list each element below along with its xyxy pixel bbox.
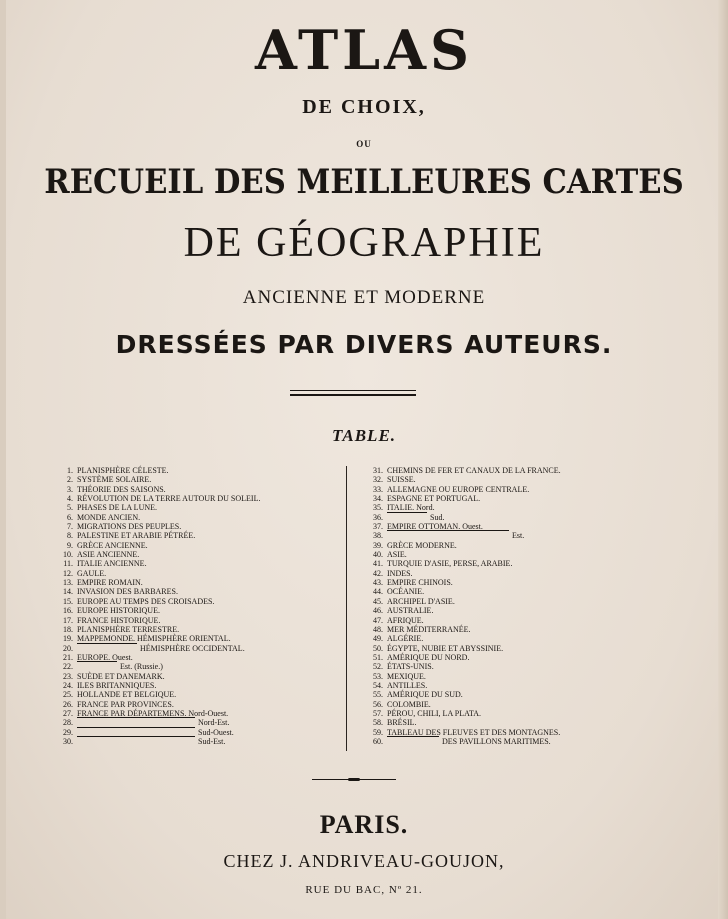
table-entry (358, 513, 618, 522)
table-entry (358, 709, 618, 718)
entry-title: Sud-Est. (198, 736, 226, 746)
table-entry (48, 662, 338, 671)
entry-title: EMPIRE OTTOMAN. Ouest. (387, 522, 483, 532)
entry-number: 27. (63, 708, 73, 718)
table-entry (48, 541, 338, 550)
table-entry (48, 625, 338, 634)
table-entry (358, 653, 618, 662)
entry-title: SYSTÈME SOLAIRE. (77, 475, 152, 485)
entry-number: 37. (373, 522, 383, 532)
ornamental-rule-top (290, 390, 416, 396)
imprint-publisher: CHEZ J. ANDRIVEAU-GOUJON, (223, 851, 505, 871)
entry-number: 5. (67, 503, 73, 513)
entry-number: 10. (63, 550, 73, 560)
entry-title: THÉORIE DES SAISONS. (77, 484, 166, 494)
ditto-dash (387, 736, 439, 745)
table-entry (48, 587, 338, 596)
entry-number: 48. (373, 624, 383, 634)
entry-number: 51. (373, 652, 383, 662)
table-entry (48, 550, 338, 559)
ditto-dash (77, 727, 195, 736)
entry-number: 35. (373, 503, 383, 513)
table-heading: TABLE. (331, 426, 397, 445)
entry-title: EMPIRE CHINOIS. (387, 578, 453, 588)
entry-number: 24. (63, 680, 73, 690)
entry-title: FRANCE HISTORIQUE. (77, 615, 161, 625)
entry-number: 15. (63, 596, 73, 606)
entry-title: PHASES DE LA LUNE. (77, 503, 158, 513)
imprint-address: RUE DU BAC, Nº 21. (305, 884, 423, 896)
table-entry (358, 718, 618, 727)
entry-title: ILES BRITANNIQUES. (77, 680, 157, 690)
entry-number: 45. (373, 596, 383, 606)
table-entry (48, 494, 338, 503)
table-entry (358, 466, 618, 475)
table-entry (358, 550, 618, 559)
entry-number: 21. (63, 652, 73, 662)
entry-title: Sud. (430, 512, 445, 522)
table-entry (358, 531, 618, 540)
entry-title: DES PAVILLONS MARITIMES. (442, 736, 551, 746)
entry-title: BRÉSIL. (387, 718, 417, 728)
entry-title: Nord-Est. (198, 718, 230, 728)
entry-number: 9. (67, 540, 73, 550)
entry-number: 41. (373, 559, 383, 569)
entry-title: FRANCE PAR DÉPARTEMENS. Nord-Ouest. (77, 708, 229, 718)
table-entry (358, 625, 618, 634)
table-entry (48, 559, 338, 568)
title-atlas: ATLAS (255, 18, 473, 82)
table-entry (48, 475, 338, 484)
entry-number: 30. (63, 736, 73, 746)
ditto-dash (387, 530, 509, 539)
table-entry (358, 634, 618, 643)
entry-number: 33. (373, 484, 383, 494)
table-entry (358, 541, 618, 550)
entry-number: 40. (373, 550, 383, 560)
table-entry (358, 672, 618, 681)
entry-title: PALESTINE ET ARABIE PÉTRÉE. (77, 531, 196, 541)
entry-title: EUROPE. Ouest. (77, 652, 133, 662)
entry-title: ITALIE. Nord. (387, 503, 435, 513)
entry-number: 42. (373, 568, 383, 578)
entry-number: 3. (67, 484, 73, 494)
entry-number: 50. (373, 643, 383, 653)
entry-number: 36. (373, 512, 383, 522)
table-entry (358, 681, 618, 690)
table-entry (358, 700, 618, 709)
title-recueil: RECUEIL DES MEILLEURES CARTES (44, 162, 684, 202)
entry-number: 14. (63, 587, 73, 597)
imprint-city: PARIS. (319, 810, 409, 839)
entry-title: AMÉRIQUE DU SUD. (387, 690, 463, 700)
entry-title: PLANISPHÈRE CÉLESTE. (77, 466, 169, 475)
entry-number: 12. (63, 568, 73, 578)
entry-title: ASIE ANCIENNE. (77, 550, 140, 560)
table-entry (48, 522, 338, 531)
table-column-right (358, 466, 618, 746)
table-entry (48, 513, 338, 522)
entry-number: 34. (373, 494, 383, 504)
table-entry (48, 606, 338, 615)
entry-number: 22. (63, 662, 73, 672)
entry-title: RÉVOLUTION DE LA TERRE AUTOUR DU SOLEIL. (77, 494, 261, 504)
entry-title: MONDE ANCIEN. (77, 512, 141, 522)
page-edge-right (718, 0, 728, 919)
entry-title: ITALIE ANCIENNE. (77, 559, 147, 569)
entry-title: GAULE. (77, 568, 107, 578)
table-entry (358, 494, 618, 503)
entry-number: 1. (67, 466, 73, 475)
entry-title: EUROPE HISTORIQUE. (77, 606, 160, 616)
table-entry (358, 737, 618, 746)
entry-title: AFRIQUE. (387, 615, 424, 625)
ditto-dash (387, 512, 427, 521)
entry-title: EUROPE AU TEMPS DES CROISADES. (77, 596, 215, 606)
entry-title: ESPAGNE ET PORTUGAL. (387, 494, 481, 504)
entry-number: 58. (373, 718, 383, 728)
entry-number: 20. (63, 643, 73, 653)
entry-title: FRANCE PAR PROVINCES. (77, 699, 174, 709)
entry-title: GRÈCE MODERNE. (387, 540, 457, 550)
table-entry (48, 690, 338, 699)
entry-title: ALGÉRIE. (387, 634, 424, 644)
entry-number: 31. (373, 466, 383, 475)
entry-title: INDES. (387, 568, 413, 578)
entry-number: 44. (373, 587, 383, 597)
entry-title: MER MÉDITERRANÉE. (387, 624, 471, 634)
entry-title: AMÉRIQUE DU NORD. (387, 652, 470, 662)
table-entry (358, 690, 618, 699)
entry-title: HÉMISPHÈRE OCCIDENTAL. (140, 643, 245, 653)
table-entry (358, 597, 618, 606)
table-entry (358, 475, 618, 484)
entry-title: AUSTRALIE. (387, 606, 434, 616)
entry-title: MAPPEMONDE. HÉMISPHÈRE ORIENTAL. (77, 634, 231, 644)
ditto-dash (77, 717, 195, 726)
entry-number: 17. (63, 615, 73, 625)
entry-title: ANTILLES. (387, 680, 428, 690)
entry-number: 52. (373, 662, 383, 672)
entry-number: 54. (373, 680, 383, 690)
title-dressees: DRESSÉES PAR DIVERS AUTEURS. (115, 330, 613, 359)
entry-number: 19. (63, 634, 73, 644)
table-entry (48, 681, 338, 690)
entry-title: ÉGYPTE, NUBIE ET ABYSSINIE. (387, 643, 504, 653)
ditto-dash (77, 736, 195, 745)
entry-title: Est. (Russie.) (120, 662, 163, 672)
table-entry (48, 466, 338, 475)
ornamental-rule-bottom (312, 778, 396, 781)
entry-title: ARCHIPEL D'ASIE. (387, 596, 455, 606)
entry-number: 8. (67, 531, 73, 541)
entry-number: 57. (373, 708, 383, 718)
entry-number: 55. (373, 690, 383, 700)
entry-title: TABLEAU DES FLEUVES ET DES MONTAGNES. (387, 727, 561, 737)
entry-title: PLANISPHÈRE TERRESTRE. (77, 624, 180, 634)
table-entry (48, 485, 338, 494)
table-entry (358, 559, 618, 568)
table-entry (48, 700, 338, 709)
entry-title: EMPIRE ROMAIN. (77, 578, 143, 588)
entry-title: ÉTATS-UNIS. (387, 662, 434, 672)
entry-number: 18. (63, 624, 73, 634)
table-entry (358, 485, 618, 494)
entry-title: GRÈCE ANCIENNE. (77, 540, 148, 550)
entry-title: HOLLANDE ET BELGIQUE. (77, 690, 177, 700)
entry-number: 29. (63, 727, 73, 737)
entry-number: 2. (67, 475, 73, 485)
table-entry (48, 597, 338, 606)
entry-title: TURQUIE D'ASIE, PERSE, ARABIE. (387, 559, 513, 569)
table-entry (358, 662, 618, 671)
entry-number: 7. (67, 522, 73, 532)
entry-number: 26. (63, 699, 73, 709)
entry-number: 32. (373, 475, 383, 485)
table-entry (358, 587, 618, 596)
entry-number: 6. (67, 512, 73, 522)
entry-title: Sud-Ouest. (198, 727, 234, 737)
entry-title: INVASION DES BARBARES. (77, 587, 178, 597)
title-ou: OU (356, 139, 372, 149)
entry-title: PÉROU, CHILI, LA PLATA. (387, 708, 482, 718)
table-entry (358, 616, 618, 625)
ditto-dash (77, 661, 117, 670)
entry-number: 43. (373, 578, 383, 588)
ditto-dash (77, 643, 137, 652)
table-entry (358, 606, 618, 615)
entry-number: 60. (373, 736, 383, 746)
column-divider (346, 466, 347, 751)
entry-title: SUISSE. (387, 475, 416, 485)
title-geographie: DE GÉOGRAPHIE (183, 220, 545, 266)
entry-title: ASIE. (387, 550, 407, 560)
entry-title: COLOMBIE. (387, 699, 431, 709)
title-de-choix: DE CHOIX, (302, 96, 426, 118)
table-entry (48, 737, 338, 746)
entry-title: Est. (512, 531, 525, 541)
entry-number: 56. (373, 699, 383, 709)
entry-title: MIGRATIONS DES PEUPLES. (77, 522, 182, 532)
entry-number: 59. (373, 727, 383, 737)
entry-number: 25. (63, 690, 73, 700)
table-entry (48, 644, 338, 653)
entry-number: 46. (373, 606, 383, 616)
table-entry (48, 616, 338, 625)
entry-title: MEXIQUE. (387, 671, 426, 681)
table-entry (358, 644, 618, 653)
entry-number: 53. (373, 671, 383, 681)
entry-title: ALLEMAGNE OU EUROPE CENTRALE. (387, 484, 530, 494)
entry-number: 38. (373, 531, 383, 541)
table-entry (48, 672, 338, 681)
entry-number: 4. (67, 494, 73, 504)
entry-number: 16. (63, 606, 73, 616)
table-entry (358, 569, 618, 578)
title-ancienne-moderne: ANCIENNE ET MODERNE (242, 287, 486, 308)
entry-number: 49. (373, 634, 383, 644)
page-edge-left (0, 0, 6, 919)
entry-number: 13. (63, 578, 73, 588)
table-entry (48, 503, 338, 512)
table-entry (48, 531, 338, 540)
entry-title: CHEMINS DE FER ET CANAUX DE LA FRANCE. (387, 466, 561, 475)
entry-title: SUÈDE ET DANEMARK. (77, 671, 165, 681)
table-entry (48, 578, 338, 587)
table-column-left (48, 466, 338, 746)
table-entry (48, 569, 338, 578)
entry-number: 23. (63, 671, 73, 681)
entry-number: 39. (373, 540, 383, 550)
entry-title: OCÉANIE. (387, 587, 425, 597)
entry-number: 47. (373, 615, 383, 625)
entry-number: 11. (63, 559, 73, 569)
entry-number: 28. (63, 718, 73, 728)
